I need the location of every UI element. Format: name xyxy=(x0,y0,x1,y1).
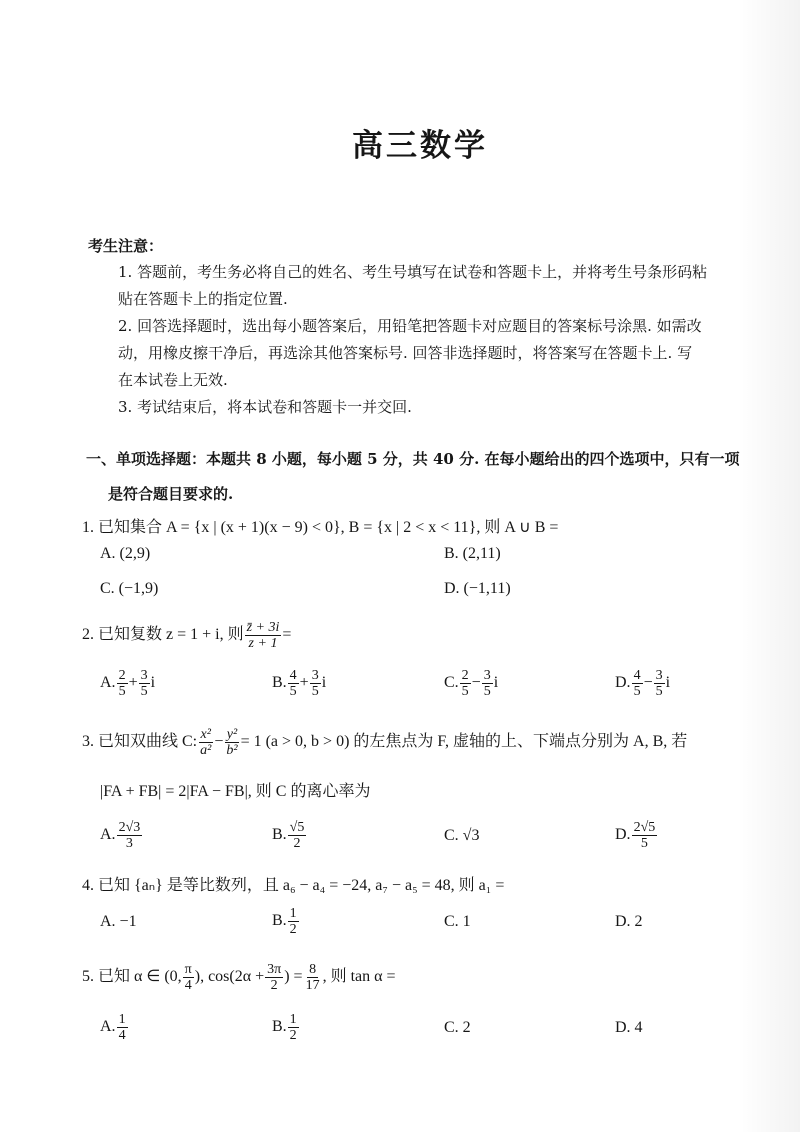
q4-option-c: C. 1 xyxy=(444,913,471,930)
notice-item-2-line-3: 在本试卷上无效. xyxy=(118,371,228,389)
section-heading-line-1: 一、单项选择题：本题共 8 小题，每小题 5 分，共 40 分. 在每小题给出的四个选项中，只有一项 xyxy=(86,450,740,468)
q2-a-frac2 xyxy=(139,668,150,699)
notice-item-1-line-2: 贴在答题卡上的指定位置. xyxy=(118,290,288,308)
q3-frac-x-num: x² xyxy=(200,727,211,742)
q5-stem-a: 5. 已知 α ∈ (0, xyxy=(82,968,182,986)
q2-b-label: B. xyxy=(272,674,287,692)
q3-a-num: 2√3 xyxy=(118,820,141,835)
q2-b-i: i xyxy=(321,674,327,692)
q2-fraction-den: z + 1 xyxy=(248,636,278,651)
q2-a-op: + xyxy=(128,674,138,692)
q2-b-n1: 4 xyxy=(289,668,297,683)
q5-value-num: 8 xyxy=(309,962,317,977)
q5-pi4-den: 4 xyxy=(184,978,192,993)
q2-c-i: i xyxy=(493,674,499,692)
q3-prefix: 3. 已知双曲线 C: xyxy=(82,733,198,751)
q2-d-d2: 5 xyxy=(655,684,663,699)
notice-heading: 考生注意： xyxy=(88,237,164,255)
q2-a-label: A. xyxy=(100,674,116,692)
q3-rest-line-1: = 1 (a > 0, b > 0) 的左焦点为 F, 虚轴的上、下端点分别为 A, B, 若 xyxy=(240,733,688,751)
q2-stem xyxy=(82,620,291,651)
q2-d-n2: 3 xyxy=(655,668,663,683)
q5-pi4-frac xyxy=(183,962,194,993)
q2-option-d xyxy=(615,668,670,699)
q2-option-b xyxy=(272,668,326,699)
q3-d-frac xyxy=(632,820,658,851)
q2-a-d1: 5 xyxy=(118,684,126,699)
q2-c-n2: 3 xyxy=(483,668,491,683)
q5-b-label: B. xyxy=(272,1018,287,1036)
q2-d-n1: 4 xyxy=(633,668,641,683)
q5-pi4-num: π xyxy=(184,962,192,977)
q2-b-frac1 xyxy=(288,668,299,699)
q2-suffix: = xyxy=(282,626,292,644)
q4-option-a: A. −1 xyxy=(100,913,137,930)
q5-stem-c: ) = xyxy=(284,968,303,986)
q2-b-frac2 xyxy=(310,668,321,699)
q4-option-d: D. 2 xyxy=(615,913,643,930)
notice-item-2-line-1: 2. 回答选择题时，选出每小题答案后，用铅笔把答题卡对应题目的答案标号涂黑. 如需改 xyxy=(118,317,702,335)
q2-d-label: D. xyxy=(615,674,631,692)
q3-frac-y-num: y² xyxy=(226,727,238,742)
q2-d-frac1 xyxy=(632,668,643,699)
q3-frac-y xyxy=(224,727,239,758)
q2-d-d1: 5 xyxy=(633,684,641,699)
q2-c-d1: 5 xyxy=(461,684,469,699)
q5-a-frac xyxy=(117,1012,128,1043)
q5-b-frac xyxy=(288,1012,299,1043)
q1-option-b: B. (2,11) xyxy=(444,545,501,562)
q3-option-a xyxy=(100,820,143,851)
q5-value-den: 17 xyxy=(305,978,320,993)
q3-frac-x xyxy=(198,727,213,758)
q1-option-a: A. (2,9) xyxy=(100,545,151,562)
page-title: 高三数学 xyxy=(352,128,488,164)
notice-item-2-line-2: 动，用橡皮擦干净后，再选涂其他答案标号. 回答非选择题时，将答案写在答题卡上. 写 xyxy=(118,344,693,362)
q2-prefix: 2. 已知复数 z = 1 + i, 则 xyxy=(82,626,244,644)
q3-option-d xyxy=(615,820,658,851)
q2-c-label: C. xyxy=(444,674,459,692)
q3-d-den: 5 xyxy=(640,836,648,851)
q3-option-b xyxy=(272,820,307,851)
q3-frac-x-den: a² xyxy=(200,743,212,758)
q5-stem xyxy=(82,962,396,993)
q5-option-a xyxy=(100,1012,129,1043)
q2-option-c xyxy=(444,668,498,699)
page-edge-shadow xyxy=(740,0,800,1132)
q2-c-frac2 xyxy=(482,668,493,699)
q3-d-label: D. xyxy=(615,826,631,844)
q2-b-n2: 3 xyxy=(311,668,319,683)
q5-option-b xyxy=(272,1012,300,1043)
q3-a-den: 3 xyxy=(125,836,133,851)
q2-a-frac1 xyxy=(117,668,128,699)
q3-a-label: A. xyxy=(100,826,116,844)
q4-b-num: 1 xyxy=(289,906,297,921)
q3-option-c: C. √3 xyxy=(444,827,480,844)
q3-stem-line-1 xyxy=(82,727,687,758)
q2-a-n2: 3 xyxy=(140,668,148,683)
q2-c-n1: 2 xyxy=(461,668,469,683)
q2-a-n1: 2 xyxy=(118,668,126,683)
q4-b-den: 2 xyxy=(289,922,297,937)
q5-a-num: 1 xyxy=(118,1012,126,1027)
q2-b-op: + xyxy=(299,674,309,692)
q1-option-d: D. (−1,11) xyxy=(444,580,511,597)
q2-a-d2: 5 xyxy=(140,684,148,699)
q2-c-d2: 5 xyxy=(483,684,491,699)
q5-3pi2-den: 2 xyxy=(270,978,278,993)
q3-b-label: B. xyxy=(272,826,287,844)
q2-c-op: − xyxy=(471,674,481,692)
q5-stem-d: , 则 tan α = xyxy=(322,968,396,986)
q5-3pi2-num: 3π xyxy=(267,962,282,977)
q3-b-num: √5 xyxy=(289,820,305,835)
q4-b-frac xyxy=(288,906,299,937)
q3-d-num: 2√5 xyxy=(633,820,656,835)
q2-c-frac1 xyxy=(460,668,471,699)
q1-stem: 1. 已知集合 A = {x | (x + 1)(x − 9) < 0}, B = {x | 2 < x < 11}, 则 A ∪ B = xyxy=(82,519,559,536)
q2-d-frac2 xyxy=(654,668,665,699)
notice-item-3: 3. 考试结束后，将本试卷和答题卡一并交回. xyxy=(118,398,412,416)
q2-d-op: − xyxy=(643,674,653,692)
q5-stem-b: ), cos(2α + xyxy=(194,968,265,986)
q2-d-i: i xyxy=(665,674,671,692)
q2-b-d1: 5 xyxy=(289,684,297,699)
q3-b-frac xyxy=(288,820,307,851)
q5-option-d: D. 4 xyxy=(615,1019,643,1036)
q4-b-label: B. xyxy=(272,912,287,930)
q2-fraction xyxy=(245,620,282,651)
q1-option-c: C. (−1,9) xyxy=(100,580,159,597)
q4-stem: 4. 已知 {aₙ} 是等比数列，且 a₆ − a₄ = −24, a₇ − a₅ = 48, 则 a₁ = xyxy=(82,877,505,894)
q5-3pi2-frac xyxy=(265,962,283,993)
notice-item-1-line-1: 1. 答题前，考生务必将自己的姓名、考生号填写在试卷和答题卡上，并将考生号条形码粘 xyxy=(118,263,708,281)
q5-value-frac xyxy=(304,962,322,993)
q2-fraction-num: z̄ + 3i xyxy=(246,620,280,635)
q5-b-num: 1 xyxy=(289,1012,297,1027)
section-heading-line-2: 是符合题目要求的. xyxy=(108,485,234,503)
q5-a-den: 4 xyxy=(118,1028,126,1043)
q3-frac-y-den: b² xyxy=(226,743,238,758)
q4-option-b xyxy=(272,906,300,937)
q3-stem-line-2: |FA + FB| = 2|FA − FB|, 则 C 的离心率为 xyxy=(100,783,371,800)
q2-b-d2: 5 xyxy=(311,684,319,699)
q3-b-den: 2 xyxy=(293,836,301,851)
q3-minus: − xyxy=(214,733,224,751)
q5-b-den: 2 xyxy=(289,1028,297,1043)
q5-option-c: C. 2 xyxy=(444,1019,471,1036)
q2-option-a xyxy=(100,668,155,699)
q3-a-frac xyxy=(117,820,143,851)
q5-a-label: A. xyxy=(100,1018,116,1036)
q2-a-i: i xyxy=(150,674,156,692)
